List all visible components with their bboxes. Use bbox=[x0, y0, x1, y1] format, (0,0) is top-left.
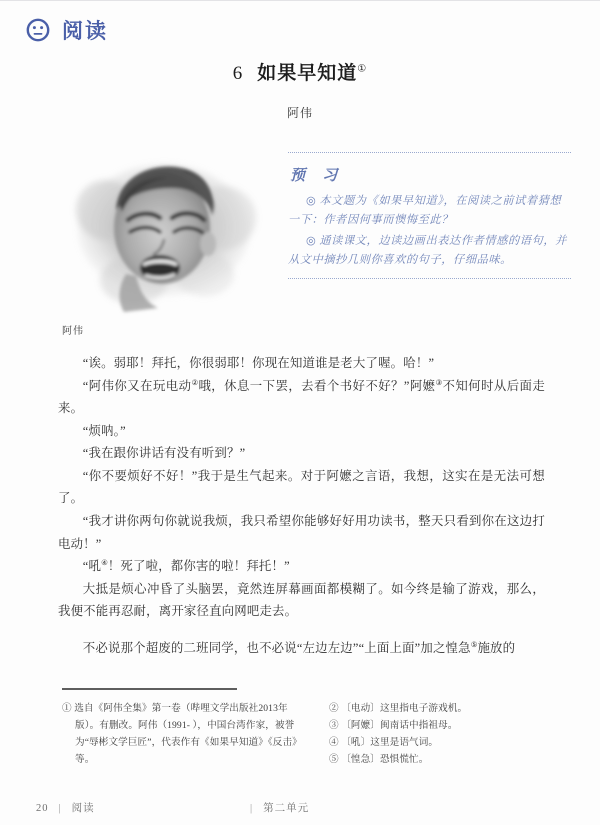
page-footer bbox=[0, 800, 600, 820]
illustration-caption: 阿伟 bbox=[62, 326, 84, 337]
paragraph-text: 大抵是烦心冲昏了头脑罢，竟然连屏幕画面都模糊了。如今终是输了游戏，那么，我便不能再忍耐，离开家径直向网吧走去。 bbox=[58, 581, 545, 619]
paragraph-text: “吼 bbox=[82, 559, 102, 574]
footnote-column-left bbox=[36, 700, 299, 768]
footnote-entry: ① 选自《阿伟全集》第一卷（哔哩文学出版社2013年版）。有删改。阿伟（1991- ），中国台湾作家，被誉为“辱彬文学巨匠”，代表作有《如果早知道》《反击》等。 bbox=[62, 703, 298, 766]
preview-box bbox=[288, 152, 571, 279]
paragraph bbox=[58, 637, 545, 660]
page-title bbox=[0, 58, 600, 85]
footnote-divider bbox=[62, 688, 237, 690]
paragraph-text: “我在跟你讲话有没有听到？” bbox=[82, 446, 246, 461]
paragraph-text: “你不要烦好不好！”我于是生气起来。对于阿嬷之言语，我想，这实在是无法可想了。 bbox=[58, 468, 545, 506]
paragraph-text: “烦呐。” bbox=[82, 423, 126, 438]
footer-separator: | bbox=[250, 803, 254, 814]
preview-heading: 预 习 bbox=[290, 166, 344, 184]
lesson-title-text: 如果早知道 bbox=[257, 63, 358, 84]
footnotes bbox=[36, 700, 566, 768]
paragraph-text: 哦，休息一下罢，去看个书好不好？”阿嬷 bbox=[198, 378, 436, 393]
footnote-marker: ③ bbox=[435, 377, 443, 387]
footer-unit: 第二单元 bbox=[263, 803, 310, 814]
footer-separator: | bbox=[58, 803, 62, 814]
paragraph bbox=[58, 465, 545, 510]
footnote-column-right bbox=[317, 700, 566, 768]
footnote-entry: ⑤ 〔惶急〕恐惧慌忙。 bbox=[329, 754, 429, 766]
page-number: 20 bbox=[36, 803, 49, 814]
footer-right bbox=[250, 800, 309, 815]
article-body bbox=[58, 352, 545, 660]
lesson-number: 6 bbox=[232, 63, 244, 84]
paragraph-text: ！死了啦，都你害的啦！拜托！” bbox=[107, 559, 290, 574]
footnote-marker: ② bbox=[191, 377, 199, 387]
paragraph bbox=[58, 420, 545, 443]
preview-item-text: 本文题为《如果早知道》，在阅读之前试着猜想一下：作者因何事而懊悔至此？ bbox=[288, 194, 562, 227]
preview-item-text: 通读课文，边读边画出表达作者情感的语句，并从文中摘抄几则你喜欢的句子，仔细品味。 bbox=[288, 233, 567, 266]
portrait-illustration bbox=[64, 148, 274, 323]
paragraph-text: 不知何时从后面走来。 bbox=[58, 378, 545, 416]
paragraph bbox=[58, 510, 545, 555]
paragraph-text: “诶。弱耶！拜托，你很弱耶！你现在知道谁是老大了喔。哈！” bbox=[82, 356, 435, 370]
paragraph bbox=[58, 352, 545, 375]
title-footnote-marker: ① bbox=[357, 63, 368, 75]
preview-item bbox=[288, 231, 571, 270]
footnote-marker: ④ bbox=[101, 558, 108, 568]
preview-bullet-icon: ◎ bbox=[306, 233, 317, 247]
paragraph-text: 施放的 bbox=[477, 640, 516, 655]
paragraph bbox=[58, 555, 545, 578]
paragraph-text: 不必说那个超废的二班同学，也不必说“左边左边”“上面上面”加之惶急 bbox=[82, 640, 471, 655]
smiley-face-icon bbox=[26, 18, 50, 42]
footnote-entry: ③ 〔阿嬷〕闽南话中指祖母。 bbox=[329, 720, 458, 732]
preview-bullet-icon: ◎ bbox=[306, 194, 317, 207]
preview-item bbox=[288, 191, 571, 230]
paragraph bbox=[58, 442, 545, 465]
footnote-marker: ⑤ bbox=[470, 639, 478, 649]
paragraph-text: “阿伟你又在玩电动 bbox=[82, 378, 192, 393]
footer-section: 阅读 bbox=[71, 803, 95, 814]
footnote-entry: ② 〔电动〕这里指电子游戏机。 bbox=[329, 703, 468, 714]
page-header bbox=[26, 18, 108, 42]
paragraph-text: “我才讲你两句你就说我烦，我只希望你能够好好用功读书，整天只看到你在这边打电动！” bbox=[58, 514, 545, 551]
header-title: 阅读 bbox=[62, 17, 108, 43]
paragraph bbox=[58, 375, 545, 420]
paragraph bbox=[58, 578, 545, 623]
footnote-entry: ④ 〔吼〕这里是语气词。 bbox=[329, 737, 439, 749]
lesson-author: 阿伟 bbox=[286, 106, 313, 120]
footer-left bbox=[36, 800, 95, 815]
